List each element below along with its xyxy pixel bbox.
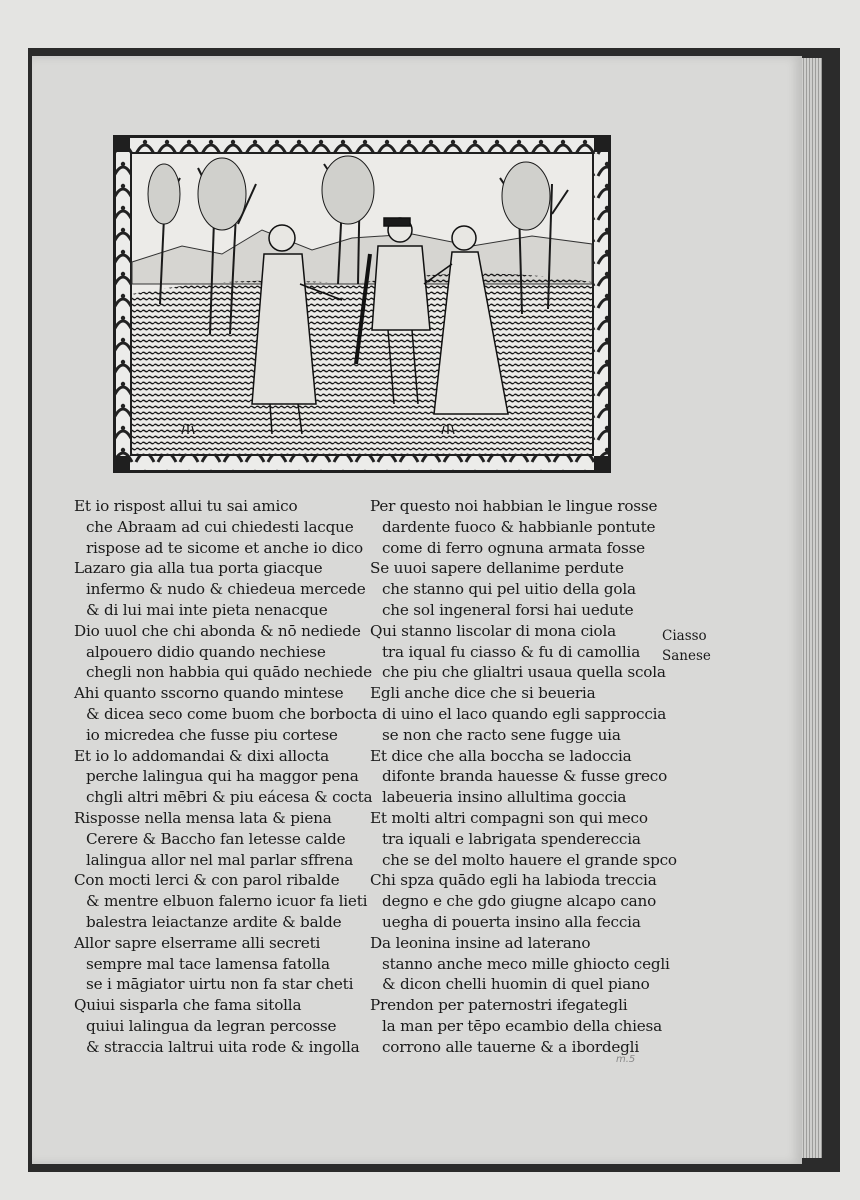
verse-line: difonte branda hauesse & fusse greco <box>382 767 668 786</box>
verse-line: chegli non habbia qui quādo nechiede <box>86 663 372 682</box>
margin-note-line: Ciasso <box>662 628 707 644</box>
verse-line: sempre mal tace lamensa fatolla <box>86 954 330 973</box>
verse-line: Risposse nella mensa lata & piena <box>74 808 332 827</box>
verse-line: se non che racto sene fugge uia <box>382 725 621 744</box>
verse-line: perche lalingua qui ha maggor pena <box>86 767 359 786</box>
verse-line: come di ferro ognuna armata fosse <box>382 538 645 557</box>
verse-line: Da leonina insine ad laterano <box>370 933 591 952</box>
verse-line: Chi spza quādo egli ha labioda treccia <box>370 871 657 890</box>
verse-line: Lazaro gia alla tua porta giacque <box>74 559 323 578</box>
verse-line: balestra leiactanze ardite & balde <box>86 912 342 931</box>
verse-line: Dio uuol che chi abonda & nō nediede <box>74 621 361 640</box>
verse-line: tra iqual fu ciasso & fu di camollia <box>382 642 641 661</box>
verse-line: tra iquali e labrigata spendereccia <box>382 829 641 848</box>
verse-line: Con mocti lerci & con parol ribalde <box>74 871 340 890</box>
verse-line: Et dice che alla boccha se ladoccia <box>370 746 632 765</box>
verse-line: la man per tēpo ecambio della chiesa <box>382 1016 662 1035</box>
verse-line: & mentre elbuon falerno icuor fa lieti <box>86 892 368 911</box>
margin-note-line: Sanese <box>662 648 711 664</box>
verse-line: Se uuoi sapere dellanime perdute <box>370 559 624 578</box>
pencil-note: m.5 <box>616 1054 636 1065</box>
verse-line: Quiui sisparla che fama sitolla <box>74 996 302 1015</box>
left-column-text <box>74 496 377 1058</box>
verse-line: & di lui mai inte pieta nenacque <box>86 600 328 619</box>
verse-line: Et io lo addomandai & dixi allocta <box>74 746 329 765</box>
verse-line: che Abraam ad cui chiedesti lacque <box>86 517 354 536</box>
verse-line: Allor sapre elserrame alli secreti <box>74 933 321 952</box>
verse-line: Egli anche dice che si beueria <box>370 684 596 703</box>
verse-line: uegha di pouerta insino alla feccia <box>382 912 641 931</box>
verse-line: & straccia laltrui uita rode & ingolla <box>86 1037 360 1056</box>
verse-line: labeueria insino allultima goccia <box>382 788 627 807</box>
verse-line: di uino el laco quando egli sapproccia <box>382 704 667 723</box>
verse-line: io micredea che fusse piu cortese <box>86 725 338 744</box>
verse-line: chgli altri mēbri & piu eácesa & cocta <box>86 788 373 807</box>
verse-line: Ahi quanto sscorno quando mintese <box>74 684 344 703</box>
verse-line: Qui stanno liscolar di mona ciola <box>370 621 616 640</box>
margin-note <box>662 626 711 666</box>
verse-line: Et molti altri compagni son qui meco <box>370 808 648 827</box>
verse-line: & dicea seco come buom che borbocta <box>86 704 378 723</box>
verse-line: alpouero didio quando nechiese <box>86 642 326 661</box>
right-column-text <box>370 496 677 1058</box>
verse-line: che sol ingeneral forsi hai uedute <box>382 600 634 619</box>
verse-line: se i māgiator uirtu non fa star cheti <box>86 975 354 994</box>
verse-line: dardente fuoco & habbianle pontute <box>382 517 656 536</box>
verse-line: che piu che glialtri usaua quella scola <box>382 663 666 682</box>
verse-line: lalingua allor nel mal parlar sffrena <box>86 850 354 869</box>
verse-line: rispose ad te sicome et anche io dico <box>86 538 363 557</box>
verse-line: degno e che gdo giugne alcapo cano <box>382 892 657 911</box>
verse-line: Cerere & Baccho fan letesse calde <box>86 829 346 848</box>
verse-line: quiui lalingua da legran percosse <box>86 1016 337 1035</box>
verse-line: Et io rispost allui tu sai amico <box>74 497 298 515</box>
woodcut-illustration <box>112 134 612 474</box>
ground <box>132 273 592 454</box>
verse-line: & dicon chelli huomin di quel piano <box>382 975 650 994</box>
verse-line: infermo & nudo & chiedeua mercede <box>86 580 366 599</box>
verse-line: stanno anche meco mille ghiocto cegli <box>382 954 670 973</box>
verse-line: che se del molto hauere el grande spco <box>382 850 677 869</box>
verse-line: corrono alle tauerne & a ibordegli <box>382 1037 639 1056</box>
verse-line: Prendon per paternostri ifegategli <box>370 996 628 1015</box>
verse-line: Per questo noi habbian le lingue rosse <box>370 497 658 515</box>
verse-line: che stanno qui pel uitio della gola <box>382 580 636 599</box>
